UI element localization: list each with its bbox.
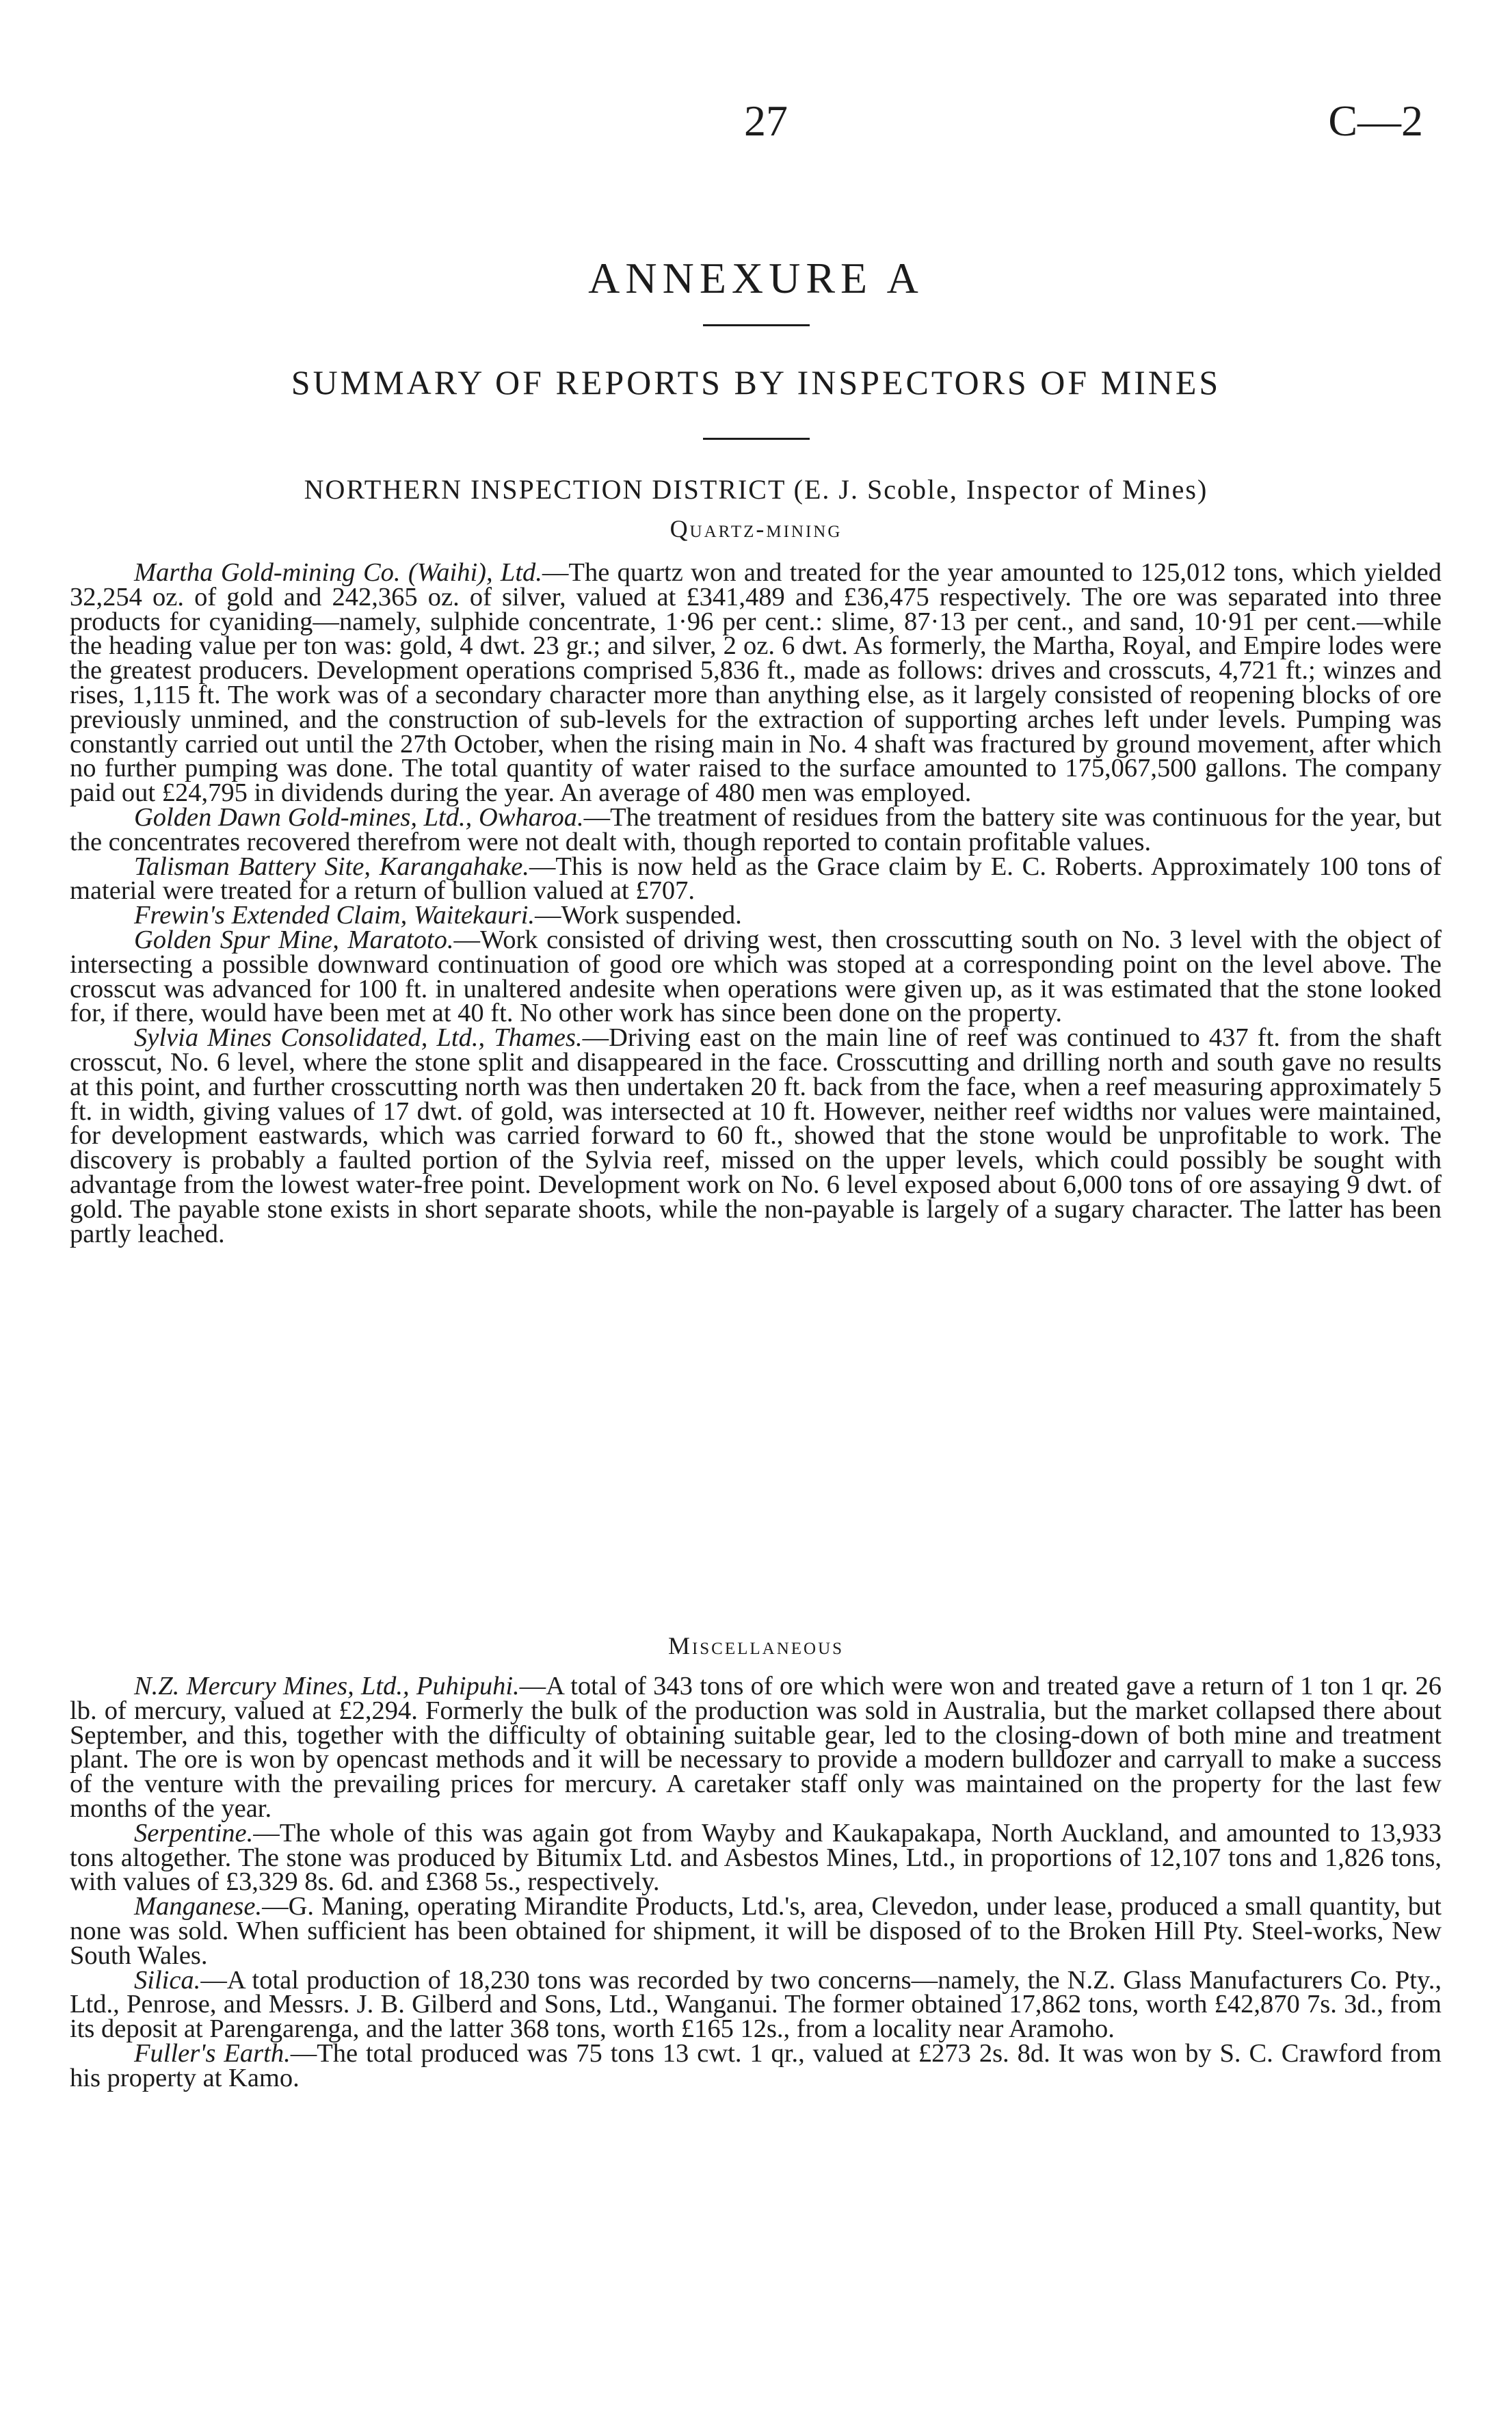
report-lead: Manganese.	[134, 1892, 263, 1921]
summary-title: SUMMARY OF REPORTS BY INSPECTORS OF MINES	[291, 363, 1221, 402]
report-paragraph	[70, 1818, 1442, 1897]
district-heading: NORTHERN INSPECTION DISTRICT (E. J. Scoble, Inspector of Mines)	[304, 474, 1208, 505]
page-number: 27	[744, 96, 788, 145]
report-text: —This is now held as the Grace claim by E. C. Roberts. Approximately 100 tons of material were treated for a return of bullion valued at £707.	[70, 852, 1442, 906]
report-paragraph	[70, 1674, 1442, 1822]
report-text: —A total production of 18,230 tons was recorded by two concerns—namely, the N.Z. Glass Manufacturers Co. Pty., Ltd., Penrose, and Messrs. J. B. Gilberd and Sons, Ltd., Wanganui. The former obtained 17,862 tons, worth £42,870 7s. 3d., from its deposit at Parengarenga, and the latter 368 tons, worth £165 12s., from a locality near Aramoho.	[70, 1965, 1442, 2044]
report-lead: Talisman Battery Site, Karangahake.	[134, 852, 529, 881]
section-heading-miscellaneous: Miscellaneous	[667, 1632, 845, 1659]
report-paragraph	[70, 852, 1442, 906]
report-text: —A total of 343 tons of ore which were won and treated gave a return of 1 ton 1 qr. 26 lb. of mercury, valued at £2,294. Formerly the bulk of the production was sold in Australia, but the market collapsed there about September, and this, together with the difficulty of obtaining suitable gear, led to the closing-down of both mine and treatment plant. The ore is won by opencast methods and it will be necessary to provide a modern bulldozer and carryall to make a success of the venture with the prevailing prices for mercury. A caretaker staff only was maintained on the property for the last few months of the year.	[70, 1672, 1442, 1823]
report-text: —Driving east on the main line of reef was continued to 437 ft. from the shaft crosscut, No. 6 level, where the stone split and disappeared in the face. Crosscutting and drilling north and south gave no results at this point, and further crosscutting north was then undertaken 20 ft. back from the face, when a reef measuring approximately 5 ft. in width, giving values of 17 dwt. of gold, was intersected at 10 ft. However, neither reef widths nor values were maintained, for development eastwards, which was carried forward to 60 ft., showed that the stone would be unprofitable to work. The discovery is probably a faulted portion of the Sylvia reef, missed on the upper levels, which could possibly be sought with advantage from the lowest water-free point. Development work on No. 6 level exposed about 6,000 tons of ore assaying 9 dwt. of gold. The payable stone exists in short separate shoots, while the non-payable is largely of a sugary character. The latter has been partly leached.	[70, 1023, 1442, 1248]
report-lead: Martha Gold-mining Co. (Waihi), Ltd.	[134, 558, 542, 587]
report-lead: Golden Dawn Gold-mines, Ltd., Owharoa.	[134, 802, 584, 832]
annexure-title: ANNEXURE A	[588, 254, 924, 302]
report-paragraph	[70, 2038, 1442, 2092]
report-paragraph	[70, 1892, 1442, 1970]
report-lead: Fuller's Earth.	[134, 2038, 291, 2068]
title-divider	[703, 324, 810, 326]
report-text: —Work suspended.	[535, 901, 742, 930]
report-lead: Frewin's Extended Claim, Waitekauri.	[134, 901, 535, 930]
miscellaneous-reports	[70, 1674, 1442, 2091]
report-text: —The quartz won and treated for the year amounted to 125,012 tons, which yielded 32,254 oz. of gold and 242,365 oz. of silver, valued at £341,489 and £36,475 respectively. The ore was separated into three products for cyaniding—namely, sulphide concentrate, 1·96 per cent.: slime, 87·13 per cent., and sand, 10·91 per cent.—while the heading value per ton was: gold, 4 dwt. 23 gr.; and silver, 2 oz. 6 dwt. As formerly, the Martha, Royal, and Empire lodes were the greatest producers. Development operations comprised 5,836 ft., made as follows: drives and crosscuts, 4,721 ft.; winzes and rises, 1,115 ft. The work was of a secondary character more than anything else, as it largely consisted of reopening blocks of ore previously unmined, and the construction of sub-levels for the extraction of supporting arches left under levels. Pumping was constantly carried out until the 27th October, when the rising main in No. 4 shaft was fractured by ground movement, after which no further pumping was done. The total quantity of water raised to the surface amounted to 175,067,500 gallons. The company paid out £24,795 in dividends during the year. An average of 480 men was employed.	[70, 558, 1442, 808]
report-paragraph	[70, 901, 1442, 930]
quartz-mining-reports	[70, 558, 1442, 1248]
report-paragraph	[70, 802, 1442, 856]
report-text: —The whole of this was again got from Wayby and Kaukapakapa, North Auckland, and amounted to 13,933 tons altogether. The stone was produced by Bitumix Ltd. and Asbestos Mines, Ltd., in proportions of 12,107 tons and 1,826 tons, with values of £3,329 8s. 6d. and £368 5s., respectively.	[70, 1818, 1442, 1897]
report-lead: Sylvia Mines Consolidated, Ltd., Thames.	[134, 1023, 583, 1053]
report-text: —Work consisted of driving west, then crosscutting south on No. 3 level with the object of intersecting a possible downward continuation of good ore which was stoped at a corresponding point on the level above. The crosscut was advanced for 100 ft. in unaltered andesite when operations were given up, as it was estimated that the stone looked for, if there, would have been met at 40 ft. No other work has since been done on the property.	[70, 925, 1442, 1028]
report-lead: Serpentine.	[134, 1818, 254, 1848]
subtitle-divider	[703, 438, 810, 440]
report-text: —The treatment of residues from the battery site was continuous for the year, but the concentrates recovered therefrom were not dealt with, though reported to contain profitable values.	[70, 802, 1442, 856]
report-text: —G. Maning, operating Mirandite Products, Ltd.'s, area, Clevedon, under lease, produced a small quantity, but none was sold. When sufficient has been obtained for shipment, it will be disposed of to the Broken Hill Pty. Steel-works, New South Wales.	[70, 1892, 1442, 1970]
report-lead: Golden Spur Mine, Maratoto.	[134, 925, 454, 954]
report-paragraph	[70, 558, 1442, 808]
report-lead: N.Z. Mercury Mines, Ltd., Puhipuhi.	[134, 1672, 520, 1700]
report-text: —The total produced was 75 tons 13 cwt. 1 qr., valued at £273 2s. 8d. It was won by S. C. Crawford from his property at Kamo.	[70, 2038, 1442, 2092]
report-paragraph	[70, 1023, 1442, 1248]
section-heading-quartz-mining: Quartz-mining	[669, 515, 843, 542]
report-lead: Silica.	[134, 1965, 201, 1995]
report-paragraph	[70, 925, 1442, 1028]
document-reference: C—2	[1328, 96, 1423, 145]
report-paragraph	[70, 1965, 1442, 2044]
